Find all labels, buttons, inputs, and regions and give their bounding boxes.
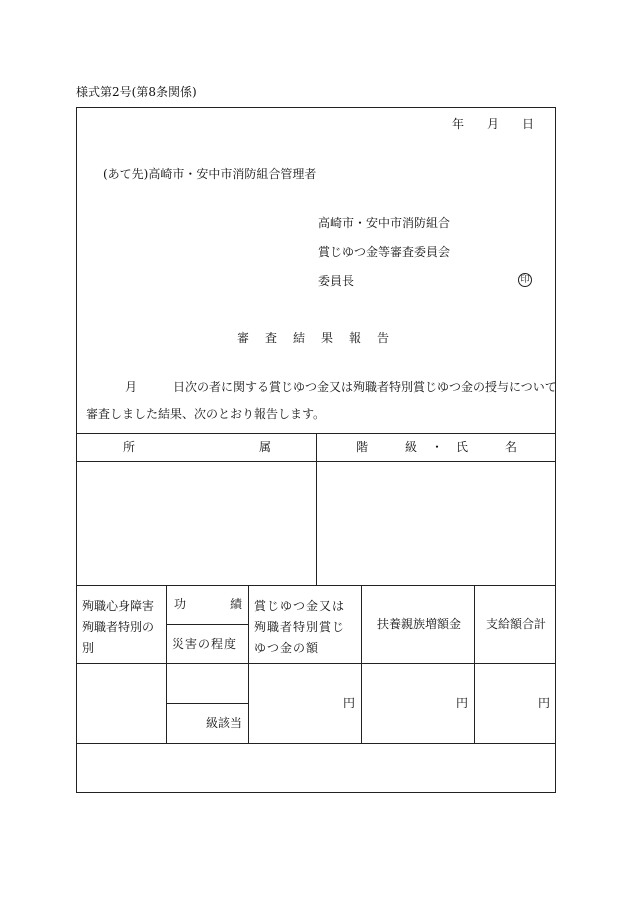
sender-chair: 委員長	[318, 274, 355, 288]
table2-divider-1	[166, 585, 167, 743]
header-family: 扶養親族増額金	[377, 617, 462, 631]
header-affiliation-1: 所	[123, 440, 136, 454]
body-month: 月	[125, 380, 138, 394]
header-amount	[254, 596, 364, 659]
header-rank-1: 階	[356, 440, 369, 454]
date-day: 日	[522, 117, 535, 131]
header-amount-line1: 賞じゆつ金又は	[254, 599, 346, 613]
sender-committee: 賞じゆつ金等審査委員会	[318, 245, 451, 259]
table2-divider-4	[474, 585, 475, 743]
table2-merit-split	[166, 624, 248, 625]
table1-divider	[316, 433, 317, 585]
header-rank-2: 級	[405, 440, 418, 454]
header-rank-dot: ・	[431, 440, 444, 454]
table2-divider-2	[248, 585, 249, 743]
header-category	[82, 596, 166, 659]
grade-suffix: 級該当	[206, 716, 243, 730]
date-month: 月	[487, 117, 500, 131]
seal-icon: 印	[518, 273, 532, 287]
header-damage: 災害の程度	[172, 637, 238, 651]
form-id: 様式第2号(第8条関係)	[76, 85, 197, 99]
page-title: 審 査 結 果 報 告	[237, 331, 392, 345]
date-year: 年	[452, 117, 465, 131]
sender-org: 高崎市・安中市消防組合	[318, 216, 451, 230]
header-category-line3: 別	[82, 641, 95, 655]
header-category-line2: 殉職者特別の	[82, 620, 155, 634]
header-merit-1: 功	[174, 597, 187, 611]
table2-header-border	[76, 663, 556, 664]
header-rank-3: 氏	[456, 440, 469, 454]
yen-label-family: 円	[456, 696, 469, 710]
header-affiliation-2: 属	[259, 440, 272, 454]
header-amount-line3: ゆつ金の額	[254, 641, 320, 655]
table2-grade-split	[166, 703, 248, 704]
header-amount-line2: 殉職者特別賞じ	[254, 620, 346, 634]
yen-label-amount: 円	[343, 696, 356, 710]
body-line2: 審査しました結果、次のとおり報告します。	[86, 407, 326, 421]
header-rank-4: 名	[505, 440, 518, 454]
addressee: (あて先)高崎市・安中市消防組合管理者	[103, 167, 317, 181]
header-merit-2: 績	[230, 597, 243, 611]
table1-bottom-border	[76, 585, 556, 586]
header-category-line1: 殉職心身障害	[82, 599, 155, 613]
body-line1: 日次の者に関する賞じゆつ金又は殉職者特別賞じゆつ金の授与について	[173, 380, 557, 394]
header-total: 支給額合計	[486, 617, 547, 631]
yen-label-total: 円	[538, 696, 551, 710]
table2-bottom-border	[76, 743, 556, 744]
